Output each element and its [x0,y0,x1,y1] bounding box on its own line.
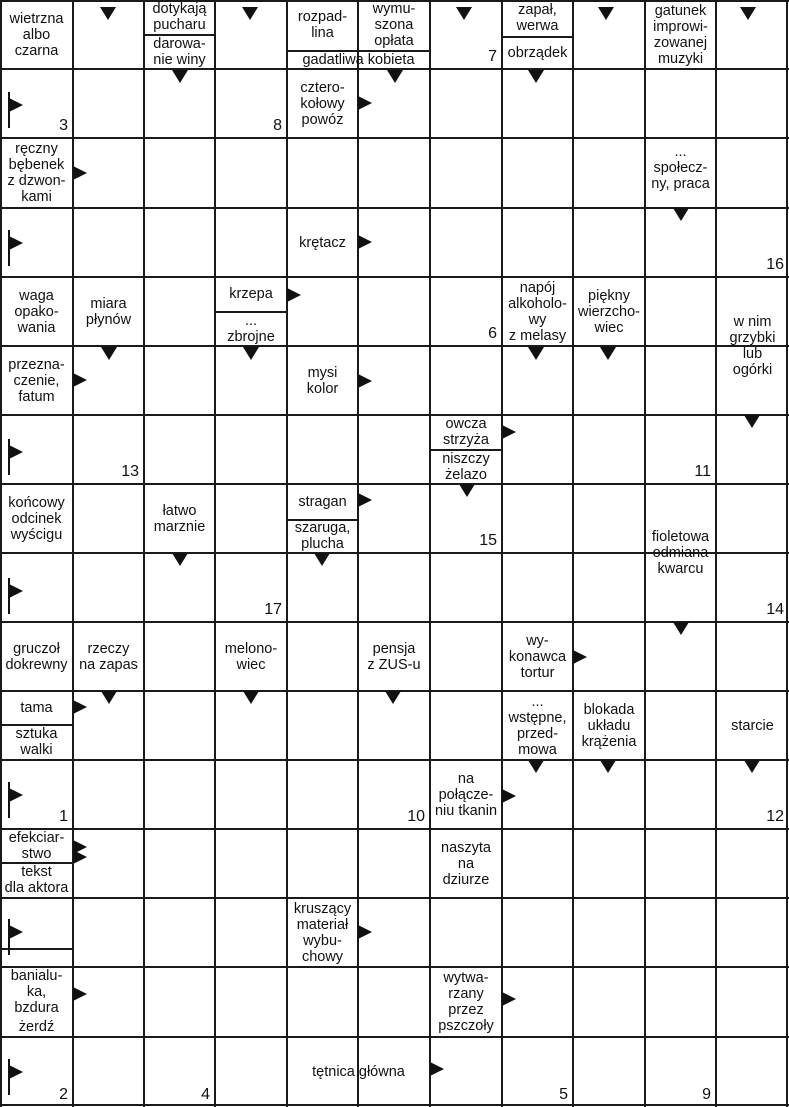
answer-cell[interactable] [645,898,716,967]
clue-text: szaruga, plucha [294,520,351,552]
arrow-down-icon [740,7,756,20]
arrow-right-icon [358,925,372,939]
arrow-down-icon [314,553,330,566]
answer-cell[interactable] [502,484,573,553]
start-flag-icon [8,230,22,266]
arrow-right-icon [430,1062,444,1076]
arrow-down-icon [673,208,689,221]
solution-number: 1 [59,808,68,825]
clue-text: sztuka walki [15,726,58,758]
clue-text: przezna- czenie, fatum [8,356,65,405]
answer-cell[interactable] [73,760,144,829]
solution-number: 2 [59,1086,68,1103]
arrow-down-icon [387,70,403,83]
solution-number: 14 [766,601,784,618]
answer-cell[interactable] [73,553,144,622]
solution-number: 5 [559,1086,568,1103]
answer-cell[interactable] [430,691,502,760]
answer-cell[interactable] [287,829,358,898]
answer-cell[interactable] [430,69,502,138]
arrow-down-icon [385,691,401,704]
clue-text: owcza strzyża [443,416,489,448]
arrow-right-icon [502,992,516,1006]
answer-cell[interactable] [716,622,789,691]
answer-cell[interactable] [430,346,502,415]
solution-number: 13 [121,463,139,480]
clue-text: w nim grzybki lub ogórki [729,314,776,378]
arrow-right-icon [502,789,516,803]
clue-text: waga opako- wania [14,287,59,336]
arrow-down-icon [243,347,259,360]
arrow-down-icon [528,347,544,360]
answer-cell[interactable] [573,967,645,1037]
clue-text: wy- konawca tortur [508,632,567,681]
answer-cell[interactable] [144,138,215,208]
clue-text: rzeczy na zapas [79,640,138,673]
answer-cell[interactable] [502,208,573,277]
clue-text: miara płynów [85,295,132,328]
answer-cell[interactable] [144,691,215,760]
solution-number: 3 [59,117,68,134]
clue-text: tama [20,699,53,716]
answer-cell[interactable] [144,277,215,346]
answer-cell[interactable] [573,415,645,484]
arrow-right-icon [73,700,87,714]
start-flag-icon [8,1059,22,1095]
answer-cell[interactable] [358,829,430,898]
clue-text: gatunek improwi- zowanej muzyki [653,2,708,67]
arrow-right-icon [358,235,372,249]
clue-text: efekciar- stwo [8,829,65,862]
clue-text: tekst dla aktora [4,864,69,896]
arrow-down-icon [172,553,188,566]
answer-cell[interactable] [73,69,144,138]
arrow-down-icon [459,484,475,497]
clue-text: ... wstępne, przed- mowa [508,693,567,758]
arrow-down-icon [528,70,544,83]
arrow-down-icon [243,691,259,704]
arrow-down-icon [100,7,116,20]
arrow-right-icon [358,96,372,110]
answer-cell[interactable] [645,967,716,1037]
clue-text: wymu- szona opłata [372,1,416,49]
clue-text: wietrzna albo czarna [9,10,64,59]
answer-cell[interactable] [215,484,287,553]
answer-cell[interactable] [287,622,358,691]
clue-text: rozpad- lina [297,9,348,41]
answer-cell[interactable] [144,622,215,691]
answer-cell[interactable] [716,1037,789,1107]
answer-cell[interactable] [144,346,215,415]
answer-cell[interactable] [358,553,430,622]
clue-text: piękny wierzcho- wiec [577,287,641,336]
arrow-down-icon [101,691,117,704]
answer-cell[interactable] [144,415,215,484]
clue-text: mysi kolor [306,364,339,397]
answer-cell[interactable] [144,967,215,1037]
answer-cell[interactable] [502,829,573,898]
clue-text: naszyta na dziurze [441,839,491,888]
clue-text: dotykają pucharu [152,1,207,33]
answer-cell[interactable] [430,553,502,622]
answer-cell[interactable] [287,967,358,1037]
clue-text: niszczy żelazo [442,450,490,483]
answer-cell[interactable] [73,1037,144,1107]
answer-cell[interactable] [73,967,144,1037]
answer-cell[interactable] [502,138,573,208]
answer-cell[interactable] [645,691,716,760]
solution-number: 10 [407,808,425,825]
answer-cell[interactable] [144,898,215,967]
clue-text: żerdź [18,1019,55,1035]
arrow-right-icon [502,425,516,439]
answer-cell[interactable] [287,760,358,829]
arrow-down-icon [744,415,760,428]
answer-cell[interactable] [573,829,645,898]
solution-number: 11 [694,463,711,480]
clue-text: napój alkoholo- wy z melasy [508,279,567,344]
answer-cell[interactable] [430,898,502,967]
answer-cell[interactable] [215,208,287,277]
arrow-down-icon [673,622,689,635]
answer-cell[interactable] [144,760,215,829]
answer-cell[interactable] [716,967,789,1037]
answer-cell[interactable] [502,553,573,622]
solution-number: 15 [479,532,497,549]
clue-text: gruczoł dokrewny [5,640,68,673]
answer-cell[interactable] [716,484,789,553]
arrow-right-icon [73,987,87,1001]
answer-cell[interactable] [645,346,716,415]
answer-cell[interactable] [430,208,502,277]
answer-cell[interactable] [502,898,573,967]
answer-cell[interactable] [73,208,144,277]
clue-text: obrządek [507,44,568,61]
answer-cell[interactable] [716,829,789,898]
answer-cell[interactable] [573,1037,645,1107]
clue-text: starcie [731,717,774,734]
answer-cell[interactable] [144,208,215,277]
clue-text: cztero- kołowy powóz [300,79,345,128]
answer-cell[interactable] [716,69,789,138]
answer-cell[interactable] [287,415,358,484]
start-flag-icon [8,919,22,955]
arrow-right-icon [73,166,87,180]
clue-text: ręczny bębenek z dzwon- kami [7,141,66,205]
answer-cell[interactable] [358,967,430,1037]
clue-text: ... zbrojne [227,312,275,345]
clue-text: wytwa- rzany przez pszczoły [438,970,494,1034]
answer-cell[interactable] [645,829,716,898]
clue-text: ... społecz- ny, praca [651,144,710,192]
answer-cell[interactable] [73,898,144,967]
start-flag-icon [8,782,22,818]
arrow-down-icon [172,70,188,83]
answer-cell[interactable] [573,208,645,277]
clue-text: końcowy odcinek wyścigu [8,494,65,543]
solution-number: 6 [488,325,497,342]
arrow-down-icon [600,347,616,360]
arrow-right-icon [358,374,372,388]
clue-text: zapał, werwa [516,2,559,34]
clue-text: melono- wiec [224,640,278,673]
answer-cell[interactable] [287,691,358,760]
answer-cell[interactable] [215,967,287,1037]
arrow-down-icon [101,347,117,360]
clue-text: stragan [298,493,347,510]
arrow-right-icon [573,650,587,664]
answer-cell[interactable] [215,829,287,898]
answer-cell[interactable] [716,138,789,208]
answer-cell[interactable] [215,760,287,829]
arrow-down-icon [744,760,760,773]
clue-text: tętnica główna [312,1064,405,1080]
solution-number: 4 [201,1086,210,1103]
clue-text: na połącze- niu tkanin [434,770,498,819]
arrow-down-icon [528,760,544,773]
answer-cell[interactable] [573,898,645,967]
arrow-right-icon [358,493,372,507]
answer-cell[interactable] [358,277,430,346]
answer-cell[interactable] [287,138,358,208]
answer-cell[interactable] [358,415,430,484]
clue-text: blokada układu krążenia [581,701,637,750]
answer-cell[interactable] [573,69,645,138]
arrow-right-icon [73,373,87,387]
arrow-down-icon [242,7,258,20]
clue-text: łatwo marznie [153,502,206,535]
answer-cell[interactable] [573,138,645,208]
arrow-right-icon [73,850,87,864]
start-flag-icon [8,578,22,614]
answer-cell[interactable] [73,484,144,553]
clue-text: kruszący materiał wybu- chowy [293,900,352,965]
answer-cell[interactable] [215,138,287,208]
arrow-right-icon [287,288,301,302]
solution-number: 7 [488,48,497,65]
answer-cell[interactable] [215,1037,287,1107]
answer-cell[interactable] [430,622,502,691]
clue-text: gadatliwa kobieta [302,51,415,68]
solution-number: 9 [702,1086,711,1103]
answer-cell[interactable] [573,484,645,553]
answer-cell[interactable] [215,898,287,967]
solution-number: 16 [766,256,784,273]
arrow-down-icon [598,7,614,20]
solution-number: 17 [264,601,282,618]
answer-cell[interactable] [645,760,716,829]
answer-cell[interactable] [573,553,645,622]
clue-text: krzepa [229,286,273,302]
answer-cell[interactable] [358,138,430,208]
solution-number: 12 [766,808,784,825]
solution-number: 8 [273,117,282,134]
clue-text: banialu- ka, bzdura [10,968,63,1016]
start-flag-icon [8,92,22,128]
arrow-down-icon [456,7,472,20]
answer-cell[interactable] [645,277,716,346]
answer-cell[interactable] [645,69,716,138]
answer-cell[interactable] [430,138,502,208]
answer-cell[interactable] [215,415,287,484]
answer-cell[interactable] [716,898,789,967]
answer-cell[interactable] [144,829,215,898]
clue-text: krętacz [299,234,346,251]
start-flag-icon [8,439,22,475]
clue-text: pensja z ZUS-u [367,640,421,673]
clue-text: darowa- nie winy [153,35,206,68]
clue-text: fioletowa odmiana kwarcu [651,529,710,577]
arrow-down-icon [600,760,616,773]
